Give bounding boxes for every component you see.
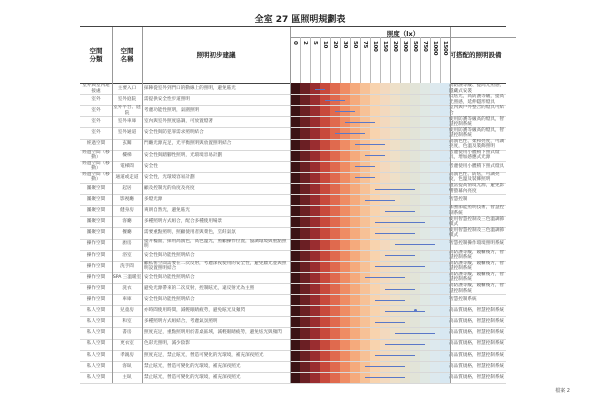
space-name: 洗手間 xyxy=(120,263,134,269)
lux-level-20: 20 xyxy=(332,41,338,49)
lighting-fixtures: 高品質規格，智慧控制系統 xyxy=(449,308,505,314)
lux-level-10: 10 xyxy=(322,41,328,49)
lux-column-divider xyxy=(310,37,311,83)
table-header xyxy=(80,27,506,84)
lighting-fixtures: 使用智慧控制及三色溫調節模式 xyxy=(449,227,505,238)
lighting-fixtures: 高品質規格，智慧控制系統 xyxy=(449,330,505,336)
lux-range-line xyxy=(375,266,425,267)
lighting-advice: 避免光源帶來的二次反射，控制眩光，遠反射光為主照 xyxy=(144,285,255,291)
lighting-advice: 爽朗自然光，避免眩光 xyxy=(144,208,190,214)
lux-level-75: 75 xyxy=(362,41,368,49)
lighting-fixtures: 使用智慧控制及三色溫調節模式 xyxy=(449,216,505,227)
space-category: 室外 xyxy=(91,130,101,136)
lux-level-200: 200 xyxy=(392,41,398,52)
lighting-advice: 安全性 xyxy=(144,163,158,169)
lighting-fixtures: 高防護等級，鏡櫃後方，智慧控制系統 xyxy=(449,283,505,294)
lighting-advice: 提升檯面，採用高演色，高色溫光，照顧操作位置，協調環境與重點照明 xyxy=(144,238,287,250)
space-name: 電梯間 xyxy=(120,163,134,169)
lux-column-divider xyxy=(440,37,441,83)
lux-range-line xyxy=(365,155,385,156)
lux-range-line xyxy=(365,277,405,278)
lighting-fixtures: 高品質規格，智慧控制系統 xyxy=(449,341,505,347)
space-category: 私人空間 xyxy=(86,319,106,325)
lux-level-150: 150 xyxy=(382,41,388,52)
lighting-advice: 安全性與功能性照明結合 xyxy=(144,274,195,280)
space-name: 書房 xyxy=(122,330,132,336)
space-name: 洗衣 xyxy=(122,285,132,291)
lux-level-5: 5 xyxy=(312,41,318,45)
lux-range-line xyxy=(315,89,325,90)
lux-level-300: 300 xyxy=(402,41,408,52)
lux-range-line xyxy=(375,322,405,323)
lighting-advice: 考慮功能性照明，氣圍照明 xyxy=(144,108,200,114)
space-name: 室外庭院 xyxy=(117,97,137,103)
space-category: 操作空間 xyxy=(86,263,106,269)
lighting-advice: 室內與室外照度協調，可放置燈著 xyxy=(144,119,213,125)
lighting-fixtures: 室內與戶外整合的燈具可結合 xyxy=(449,105,505,116)
lux-range-line xyxy=(385,289,415,290)
space-category: 室外 xyxy=(91,119,101,125)
lighting-fixtures: 考慮使用小體積下照式燈具 xyxy=(449,163,505,169)
table-row xyxy=(80,372,506,384)
space-category: 操作空間 xyxy=(86,297,106,303)
lux-range-line xyxy=(335,111,355,112)
page-number: 檔案 2 xyxy=(555,388,570,394)
space-category: 私人空間 xyxy=(86,330,106,336)
header-category: 空間 分類 xyxy=(89,46,103,63)
column-divider xyxy=(112,27,113,383)
space-category: 經過空間 xyxy=(86,141,106,147)
header-lux: 照度（lx） xyxy=(386,30,420,38)
lighting-advice: 亦時間使用時間，減輕眼睛疲勞，避免眩光及頻閃 xyxy=(144,308,246,314)
lighting-advice: 多種照明方式組結合，考慮氣氛照明 xyxy=(144,319,218,325)
space-name: 更衣室 xyxy=(120,341,134,347)
lux-range-line xyxy=(355,144,385,145)
lighting-advice: 照度充足，禁止眩光，營造可變化的光環境，補充深夜照光 xyxy=(144,352,264,358)
lux-range-line xyxy=(395,333,435,334)
space-category: 操作空間 xyxy=(86,252,106,258)
lighting-fixtures: 高防護等級，鏡櫃後方，智慧控制系統 xyxy=(449,249,505,261)
lux-range-line xyxy=(375,233,415,234)
lighting-fixtures: 智慧控制系統 xyxy=(449,297,477,303)
lighting-advice: 照度充足，重點照明用於書桌區域，減輕眼睛疲勞，避免炫光與頻閃 xyxy=(144,330,282,336)
lux-level-500: 500 xyxy=(412,41,418,52)
lux-range-line xyxy=(395,244,435,245)
space-name: 玄關 xyxy=(122,141,132,147)
lux-column-divider xyxy=(340,37,341,83)
column-divider xyxy=(290,27,291,383)
lux-column-divider xyxy=(300,37,301,83)
space-name: 起居 xyxy=(122,185,132,191)
lighting-fixtures: 高防護等級、提高光照感，隱藏式安裝 xyxy=(449,83,505,94)
space-category: 私人空間 xyxy=(86,308,106,314)
lighting-plan-table xyxy=(80,26,506,384)
lighting-advice: 採陣從室外到門口的動線上的照明，避免眩光 xyxy=(144,85,236,91)
space-name: 室外車庫 xyxy=(117,119,137,125)
lighting-advice: 需要重點照明，照顧使用者與菜色，烹飪氣氛 xyxy=(144,230,236,236)
lighting-fixtures: 高品質規格，智慧控制系統 xyxy=(449,363,505,369)
lighting-advice: 顧私密空間需要在二次反射，考慮深夜使用的安全性，避免牆光並與照明設置照明結合 xyxy=(144,261,287,272)
lighting-fixtures: 高品質規格，智慧控制系統 xyxy=(449,352,505,358)
lux-point xyxy=(414,309,417,312)
lux-column-divider xyxy=(360,37,361,83)
lighting-fixtures: 考慮使用小體積下照式燈具，增加感應式光源 xyxy=(449,149,500,161)
space-category: 經過空間（移動） xyxy=(82,161,110,172)
lux-range-line xyxy=(385,211,415,212)
lux-range-line xyxy=(385,344,425,345)
lux-column-divider xyxy=(320,37,321,83)
lux-level-750: 750 xyxy=(422,41,428,52)
lighting-fixtures: 高品質規格，智慧控制系統 xyxy=(449,319,505,325)
lighting-fixtures: 智慧控制 xyxy=(449,197,468,203)
space-name: 和室 xyxy=(122,319,132,325)
lux-range-line xyxy=(365,366,405,367)
lighting-fixtures: 使用防護等級高的燈具，智慧控制系統 xyxy=(449,116,505,127)
lighting-advice: 安全性與防犯罪需求照明結合 xyxy=(144,130,204,136)
space-category: 團聚空間 xyxy=(86,230,106,236)
lux-column-divider xyxy=(430,37,431,83)
space-name: SPA 三溫暖室 xyxy=(112,274,142,280)
lighting-advice: 安全性與踏腳性照明，光環境容易計劃 xyxy=(144,152,223,158)
lighting-advice: 安全性，光環境容易計劃 xyxy=(144,174,195,180)
lighting-advice: 安全性與功能性照明結合 xyxy=(144,252,195,258)
lux-level-100: 100 xyxy=(372,41,378,52)
lux-level-50: 50 xyxy=(352,41,358,49)
lux-column-divider xyxy=(390,37,391,83)
header-advice: 照明初步建議 xyxy=(196,50,236,59)
space-name: 影視廳 xyxy=(120,197,134,203)
lux-range-line xyxy=(355,177,375,178)
space-name: 主臥 xyxy=(122,374,132,380)
space-name: 室外通道 xyxy=(117,130,137,136)
space-name: 車庫 xyxy=(122,297,132,303)
lux-range-line xyxy=(375,222,425,223)
lighting-fixtures: 高演色性、柔和亮度，可調亮度，色溫及裝飾照明 xyxy=(449,138,505,150)
lighting-fixtures: 低炫光，高防護等級，提高光照感，延伸隱形燈具 xyxy=(449,94,505,105)
space-name: 通道或走道 xyxy=(115,174,139,180)
lux-range-line xyxy=(385,311,425,312)
space-name: 浴室 xyxy=(122,252,132,258)
lux-column-divider xyxy=(330,37,331,83)
space-category: 團聚空間 xyxy=(86,185,106,191)
space-category: 經過空間（移動） xyxy=(82,172,110,183)
space-category: 私人空間 xyxy=(86,352,106,358)
space-name: 客廳 xyxy=(122,219,132,225)
space-category: 私人空間 xyxy=(86,341,106,347)
column-divider xyxy=(142,27,143,383)
space-category: 團聚空間 xyxy=(86,208,106,214)
space-category: 室外 xyxy=(91,97,101,103)
header-name: 空間 名稱 xyxy=(120,46,134,63)
column-divider xyxy=(450,27,451,383)
lighting-fixtures: 高品質規格，智慧控制系統 xyxy=(449,374,505,380)
space-name: 廚房 xyxy=(122,241,132,247)
space-category: 團聚空間 xyxy=(86,197,106,203)
space-name: 兒童房 xyxy=(120,308,134,314)
lighting-fixtures: 適當提高情境光源，避免影響螢幕內亮度 xyxy=(449,183,505,194)
lux-level-0: 0 xyxy=(292,41,298,45)
lighting-fixtures: 高防護等級，鏡櫃後方，智慧控制系統 xyxy=(449,272,505,283)
lux-range-line xyxy=(335,133,365,134)
lighting-advice: 安全性與功能性照明結合 xyxy=(144,297,195,303)
space-category: 私人空間 xyxy=(86,374,106,380)
lux-level-1000: 1000 xyxy=(432,41,438,56)
lux-range-line xyxy=(325,100,345,101)
space-name: 孝親房 xyxy=(120,352,134,358)
space-category: 室外 xyxy=(91,108,101,114)
space-category: 團聚空間 xyxy=(86,219,106,225)
lux-range-line xyxy=(365,377,405,378)
lighting-fixtures: 高演色性、防炫，可調亮度，色溫及裝飾照明 xyxy=(449,172,500,183)
space-name: 餐廳 xyxy=(122,230,132,236)
space-category: 操作空間 xyxy=(86,241,106,247)
space-category: 操作空間 xyxy=(86,285,106,291)
space-name: 主要入口 xyxy=(117,85,137,91)
lighting-advice: 需提供安全性步道照明 xyxy=(144,97,190,103)
lux-level-2: 2 xyxy=(302,41,308,45)
lux-range-line xyxy=(365,200,395,201)
lux-range-line xyxy=(345,122,375,123)
lux-column-divider xyxy=(410,37,411,83)
space-category: 操作空間 xyxy=(86,274,106,280)
lux-range-line xyxy=(375,189,415,190)
lighting-advice: 門廳光源充足，光平衡照明與放置照明結合 xyxy=(144,141,232,147)
space-category: 室外與室內連接處 xyxy=(82,83,110,94)
space-category: 私人空間 xyxy=(86,363,106,369)
lighting-advice: 顧及控制光的角度及亮度 xyxy=(144,185,195,191)
lux-level-1500: 1500 xyxy=(442,41,448,56)
lux-level-30: 30 xyxy=(342,41,348,49)
space-category: 經過空間（移動） xyxy=(82,149,110,161)
lux-column-divider xyxy=(380,37,381,83)
lighting-advice: 多種照明方式組合，配合多種使用場景 xyxy=(144,219,223,225)
page-title: 全室 27 區照明規劃表 xyxy=(254,15,346,25)
lux-column-divider xyxy=(400,37,401,83)
lux-column-divider xyxy=(370,37,371,83)
space-name: 健身房 xyxy=(120,208,134,214)
lux-range-line xyxy=(375,355,415,356)
header-fixtures: 可搭配的照明設備 xyxy=(449,50,502,59)
space-name: 室外平台、庭院 xyxy=(113,105,141,116)
lighting-fixtures: 智慧控制操作環境照明系統 xyxy=(449,241,505,247)
lighting-advice: 禁止眩光，營造可變化的光環境，補充深夜照光 xyxy=(144,374,241,380)
lighting-advice: 禁止眩光，營造可變化的光環境，補充深夜照光 xyxy=(144,363,241,369)
space-name: 樓梯 xyxy=(122,152,132,158)
lighting-fixtures: 使用防護等級高的燈具，智慧控制系統 xyxy=(449,127,505,138)
lighting-fixtures: 加強節能照明技術，智慧控制系統 xyxy=(449,205,505,216)
lighting-fixtures: 高防護等級，鏡櫃後方，智慧控制系統 xyxy=(449,261,505,272)
lux-column-divider xyxy=(350,37,351,83)
lighting-advice: 多燈光源 xyxy=(144,197,163,203)
space-name: 客臥 xyxy=(122,363,132,369)
lux-column-divider xyxy=(420,37,421,83)
lux-range-line xyxy=(355,166,375,167)
lux-range-line xyxy=(385,255,415,256)
lux-range-line xyxy=(375,300,405,301)
lighting-advice: 色彩光照明，減少陰影 xyxy=(144,341,190,347)
